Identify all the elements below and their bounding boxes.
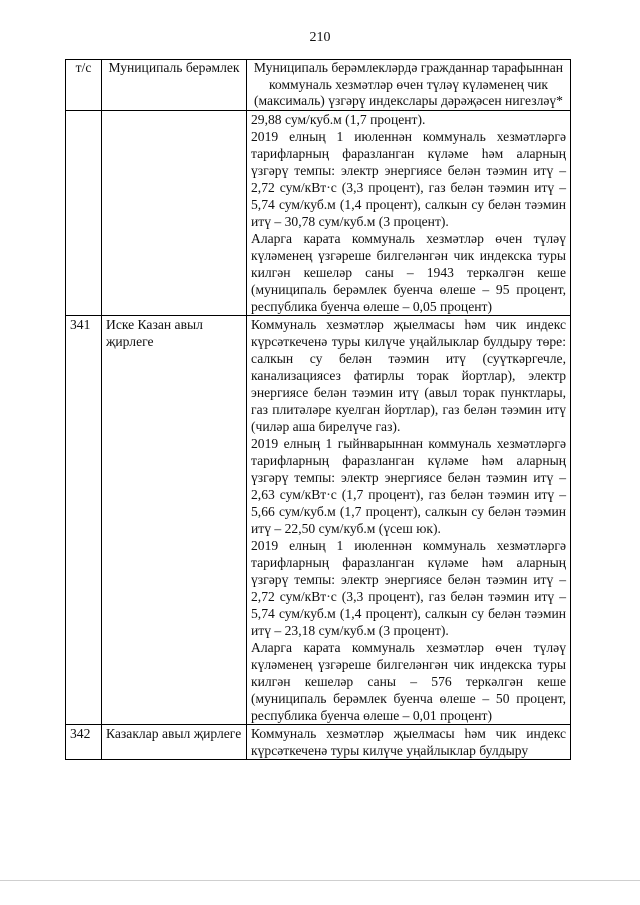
municipality-name: Иске Казан авыл җирлеге bbox=[102, 315, 247, 724]
justification-cell bbox=[247, 724, 571, 759]
justification-cell bbox=[247, 315, 571, 724]
header-municipality: Муниципаль берәмлек bbox=[102, 60, 247, 111]
paragraph: Аларга карата коммуналь хезмәтләр өчен түләү күләменең үзгәреше билгеләнгән чик индекска туры килгән кешеләр саны – 576 теркәлгән кеше (муниципаль берәмлек буенча өлеше – 50 процент, республика буенча өлеше – 0,01 процент) bbox=[251, 639, 566, 723]
paragraph: Аларга карата коммуналь хезмәтләр өчен түләү күләменең үзгәреше билгеләнгән чик индекска туры килгән кешеләр саны – 1943 теркәлгән кеше (муниципаль берәмлек буенча өлеше – 95 процент, республика буенча өлеше – 0,05 процент) bbox=[251, 230, 566, 314]
paragraph: 29,88 сум/куб.м (1,7 процент). bbox=[251, 111, 426, 127]
table-header-row bbox=[66, 60, 571, 111]
municipality-name: Казаклар авыл җирлеге bbox=[102, 724, 247, 759]
paragraph: 2019 елның 1 гыйнварыннан коммуналь хезмәтләргә тарифларның фаразланган күләме һәм аларның үзгәрү темпы: электр энергиясе белән тәэмин итү – 2,63 сум/кВт·с (1,7 процент), газ белән тәэмин итү – 5,66 сум/куб.м (1,7 процент), салкын су белән тәэмин итү – 22,50 сум/куб.м (үсеш юк). bbox=[251, 435, 566, 536]
municipality-name bbox=[102, 110, 247, 315]
table-row bbox=[66, 724, 571, 759]
paragraph: 2019 елның 1 июленнән коммуналь хезмәтләргә тарифларның фаразланган күләме һәм аларның үзгәрү темпы: электр энергиясе белән тәэмин итү – 2,72 сум/кВт·с (3,3 процент), газ белән тәэмин итү – 5,74 сум/куб.м (1,4 процент), салкын су белән тәэмин итү – 23,18 сум/куб.м (3 процент). bbox=[251, 537, 566, 638]
header-justification: Муниципаль берәмлекләрдә гражданнар тарафыннан коммуналь хезмәтләр өчен түләү күләменең чик (максималь) үзгәрү индекслары дәрәҗәсен нигезләү* bbox=[247, 60, 571, 111]
tariff-index-table bbox=[65, 59, 571, 760]
row-number: 341 bbox=[66, 315, 102, 724]
row-number: 342 bbox=[66, 724, 102, 759]
paragraph: Коммуналь хезмәтләр җыелмасы һәм чик индекс күрсәткеченә туры килүче уңайлыклар булдыру bbox=[251, 725, 566, 758]
table-row bbox=[66, 315, 571, 724]
paragraph: 2019 елның 1 июленнән коммуналь хезмәтләргә тарифларның фаразланган күләме һәм аларның үзгәрү темпы: электр энергиясе белән тәэмин итү – 2,72 сум/кВт·с (3,3 процент), газ белән тәэмин итү – 5,74 сум/куб.м (1,4 процент), салкын су белән тәэмин итү – 30,78 сум/куб.м (3 процент). bbox=[251, 128, 566, 229]
table-row bbox=[66, 110, 571, 315]
page-number: 210 bbox=[309, 30, 331, 45]
page-bottom-edge bbox=[0, 880, 640, 881]
justification-cell bbox=[247, 110, 571, 315]
row-number bbox=[66, 110, 102, 315]
paragraph: Коммуналь хезмәтләр җыелмасы һәм чик индекс күрсәткеченә туры килүче уңайлыклар булдыру төре: салкын су белән тәэмин итү (суүткәргечле, канализациясез фатирлы торак йортлар), электр энергиясе белән тәэмин итү (авыл торак пунктлары, газ плитәләре куелган йортлар), газ белән тәэмин итү (чиләр аша бирелүче газ). bbox=[251, 316, 566, 434]
header-number: т/с bbox=[66, 60, 102, 111]
